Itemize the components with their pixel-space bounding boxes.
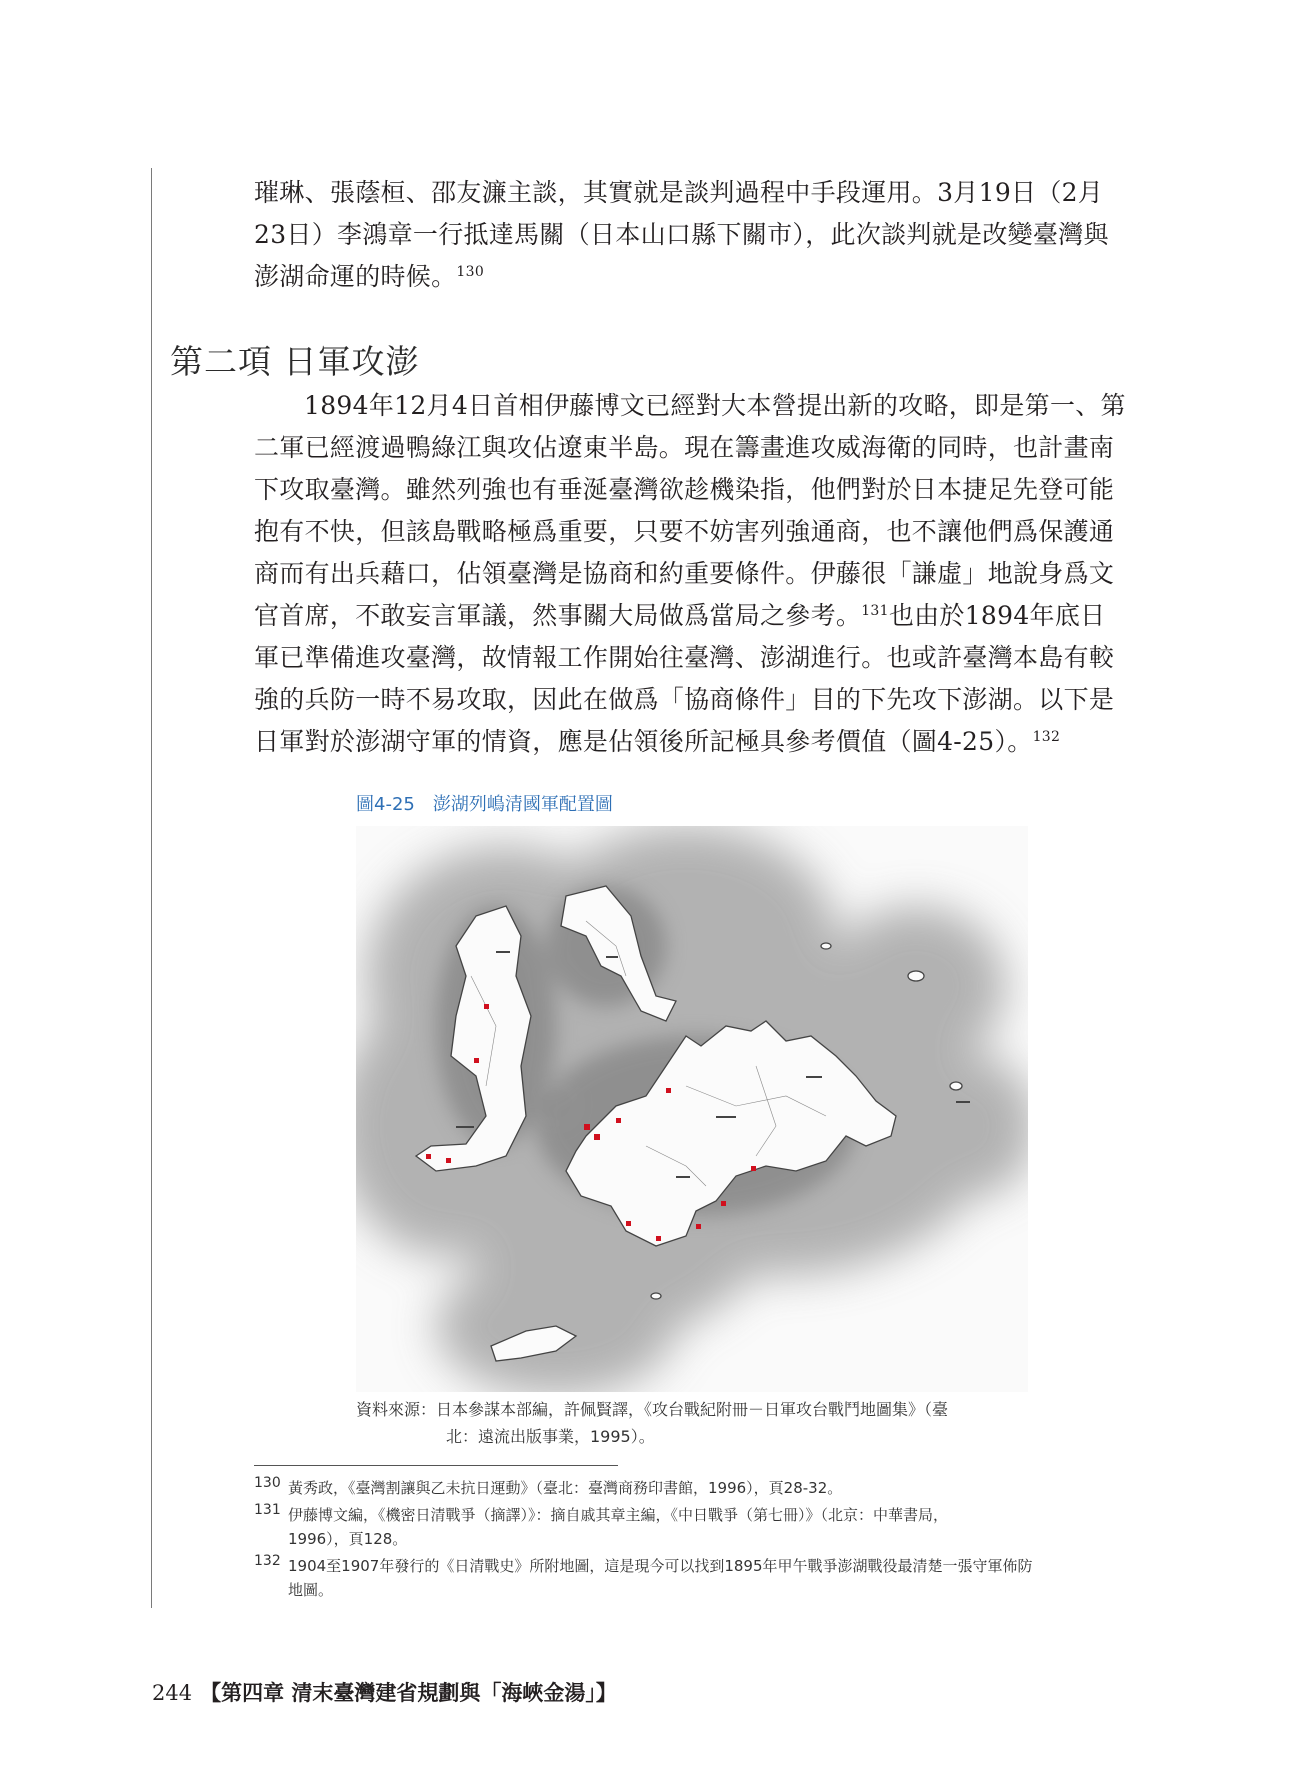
figure-caption [356,790,613,816]
footnote-ref-130[interactable]: 130 [456,264,485,280]
paragraph-line: 1894年12月4日首相伊藤博文已經對大本營提出新的攻略，即是第一、第 [304,391,1126,420]
troop-marker [484,1004,489,1009]
footnote-text: 1904至1907年發行的《日清戰史》所附地圖，這是現今可以找到1895年甲午戰爭澎湖戰役最清楚一張守軍佈防 [288,1557,1033,1575]
map-illustration [356,826,1028,1392]
footnote-number: 131 [254,1502,281,1518]
troop-marker [751,1166,756,1171]
troop-marker [666,1088,671,1093]
paragraph-line: 日軍對於澎湖守軍的情資，應是佔領後所記極具參考價值（圖4-25）。$^{132}$ [254,727,1061,756]
troop-marker [446,1158,451,1163]
figure-source-line: 資料來源：日本參謀本部編，許佩賢譯，《攻台戰紀附冊－日軍攻台戰鬥地圖集》（臺 [356,1400,949,1419]
troop-marker [594,1134,600,1140]
footnote-rule [254,1465,618,1466]
troop-marker [656,1236,661,1241]
troop-marker [626,1221,631,1226]
paragraph-line: 強的兵防一時不易攻取，因此在做爲「協商條件」目的下先攻下澎湖。以下是 [254,685,1115,714]
islet [908,971,924,981]
figure-title: 澎湖列嶋清國軍配置圖 [432,794,613,815]
footnote-ref-131[interactable]: 131 [861,603,889,619]
figure-source-line: 北：遠流出版事業，1995）。 [446,1427,655,1446]
paragraph-line: 23日）李鴻章一行抵達馬關（日本山口縣下關市），此次談判就是改變臺灣與 [254,220,1109,249]
paragraph-line: 商而有出兵藉口，佔領臺灣是協商和約重要條件。伊藤很「謙虛」地說身爲文 [254,559,1115,588]
islet [651,1293,661,1299]
footnote-text: 伊藤博文編，《機密日清戰爭（摘譯）》：摘自戚其章主編，《中日戰爭（第七冊）》（北京：中華書局， [288,1506,949,1524]
footnote-number: 132 [254,1553,281,1569]
paragraph-line: 澎湖命運的時候。$^{130}$ [254,262,485,291]
paragraph-main [254,385,1134,763]
footnote-132 [254,1554,1139,1602]
footnote-131 [254,1503,1139,1551]
margin-rule [151,168,152,1608]
page-number: 244 [152,1681,193,1705]
troop-marker [584,1124,590,1130]
footnote-number: 130 [254,1475,281,1491]
islet [821,943,831,949]
penghu-map-image [356,826,1028,1392]
islet [950,1082,962,1090]
troop-marker [474,1058,479,1063]
paragraph-line: 軍已準備進攻臺灣，故情報工作開始往臺灣、澎湖進行。也或許臺灣本島有較 [254,643,1115,672]
footnote-text-cont: 地圖。 [288,1581,334,1599]
chapter-title: 【第四章 清末臺灣建省規劃與「海峽金湯」】 [200,1680,617,1705]
paragraph-line: 抱有不快，但該島戰略極爲重要，只要不妨害列強通商，也不讓他們爲保護通 [254,517,1115,546]
footnote-text-cont: 1996），頁128。 [288,1530,408,1548]
paragraph-line: 官首席，不敢妄言軍議，然事關大局做爲當局之參考。$^{131}$也由於1894年底日 [254,601,1106,630]
footnote-130 [254,1476,1139,1500]
running-footer [152,1677,617,1707]
paragraph-top [254,172,1134,298]
paragraph-line: 璀琳、張蔭桓、邵友濂主談，其實就是談判過程中手段運用。3月19日（2月 [254,178,1104,207]
paragraph-line: 下攻取臺灣。雖然列強也有垂涎臺灣欲趁機染指，他們對於日本捷足先登可能 [254,475,1115,504]
section-title: 第二項 日軍攻澎 [170,342,420,381]
troop-marker [616,1118,621,1123]
troop-marker [426,1154,431,1159]
figure-source [356,1396,1036,1450]
paragraph-line: 二軍已經渡過鴨綠江與攻佔遼東半島。現在籌畫進攻威海衛的同時，也計畫南 [254,433,1115,462]
footnote-ref-132[interactable]: 132 [1032,729,1061,745]
footnote-text: 黃秀政，《臺灣割讓與乙未抗日運動》（臺北：臺灣商務印書館，1996），頁28-32。 [288,1479,843,1497]
footnotes [254,1476,1139,1605]
troop-marker [696,1224,701,1229]
troop-marker [721,1201,726,1206]
figure-number: 圖4-25 [356,794,415,815]
